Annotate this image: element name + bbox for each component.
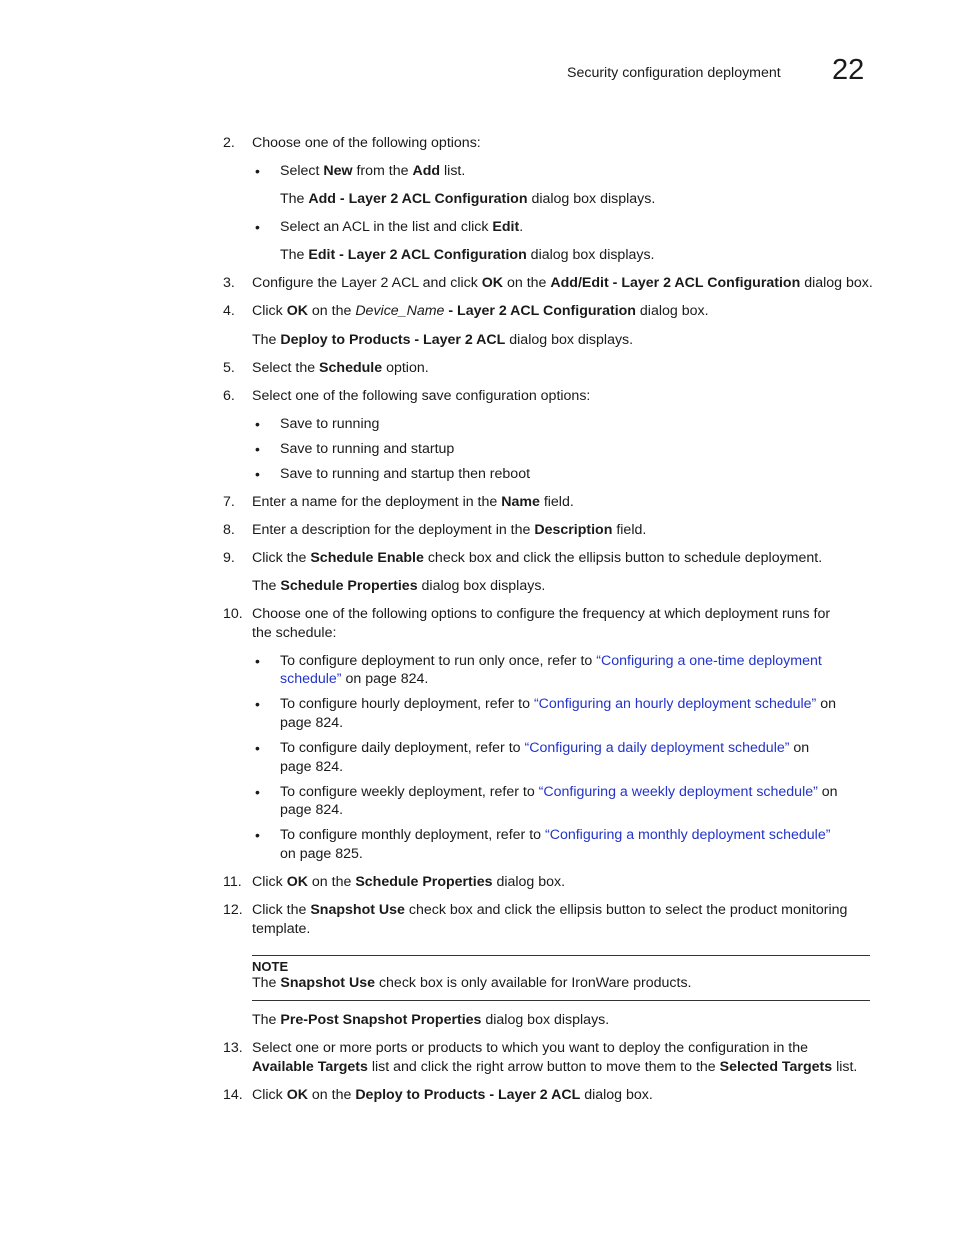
step-text: Click the Schedule Enable check box and click the ellipsis button to schedule deployment.: [252, 550, 823, 566]
step-text: Click the Snapshot Use check box and click the ellipsis button to select the product monitoring: [252, 902, 848, 918]
option-text: page 824.: [280, 802, 344, 818]
option-text: schedule” on page 824.: [280, 671, 429, 687]
step-text: the schedule:: [252, 625, 337, 641]
step-number: 9.: [223, 550, 235, 566]
note-text: The Snapshot Use check box is only available for IronWare products.: [252, 975, 692, 991]
result-text: The Add - Layer 2 ACL Configuration dialog box displays.: [280, 191, 656, 207]
bullet-icon: •: [255, 219, 260, 235]
option-text: page 824.: [280, 715, 344, 731]
bullet-icon: •: [255, 740, 260, 756]
result-text: The Pre-Post Snapshot Properties dialog box displays.: [252, 1012, 610, 1028]
option-text: Select New from the Add list.: [280, 163, 466, 179]
bullet-icon: •: [255, 784, 260, 800]
step-text: Choose one of the following options to configure the frequency at which deployment runs for: [252, 606, 831, 622]
cross-reference-link[interactable]: “Configuring an hourly deployment schedule”: [533, 696, 817, 712]
bullet-icon: •: [255, 696, 260, 712]
option-text: To configure monthly deployment, refer to “Configuring a monthly deployment schedule”: [280, 827, 831, 843]
step-text: Click OK on the Device_Name - Layer 2 ACL Configuration dialog box.: [252, 303, 709, 319]
step-text: Select the Schedule option.: [252, 360, 429, 376]
step-text: Select one or more ports or products to which you want to deploy the configuration in the: [252, 1040, 808, 1056]
step-number: 4.: [223, 303, 235, 319]
bullet-icon: •: [255, 163, 260, 179]
step-text: Configure the Layer 2 ACL and click OK on the Add/Edit - Layer 2 ACL Configuration dialog box.: [252, 275, 873, 291]
option-text: To configure hourly deployment, refer to “Configuring an hourly deployment schedule” on: [280, 696, 837, 712]
step-number: 5.: [223, 360, 235, 376]
option-text: Save to running and startup: [280, 441, 455, 457]
step-number: 12.: [223, 902, 243, 918]
section-title: Security configuration deployment: [567, 65, 781, 81]
step-number: 3.: [223, 275, 235, 291]
note-bottom-rule: [252, 1000, 870, 1001]
step-number: 6.: [223, 388, 235, 404]
cross-reference-link[interactable]: “Configuring a monthly deployment schedule”: [544, 827, 831, 843]
note-heading: NOTE: [252, 959, 289, 974]
option-text: To configure deployment to run only once, refer to “Configuring a one-time deployment: [280, 653, 822, 669]
result-text: The Edit - Layer 2 ACL Configuration dialog box displays.: [280, 247, 655, 263]
step-text: Select one of the following save configuration options:: [252, 388, 591, 404]
cross-reference-link[interactable]: schedule”: [280, 671, 342, 687]
step-number: 2.: [223, 135, 235, 151]
option-text: Save to running and startup then reboot: [280, 466, 531, 482]
step-number: 7.: [223, 494, 235, 510]
cross-reference-link[interactable]: “Configuring a weekly deployment schedule”: [538, 784, 818, 800]
step-number: 8.: [223, 522, 235, 538]
option-text: To configure weekly deployment, refer to “Configuring a weekly deployment schedule” on: [280, 784, 838, 800]
step-text: template.: [252, 921, 311, 937]
step-text: Click OK on the Schedule Properties dialog box.: [252, 874, 566, 890]
option-text: on page 825.: [280, 846, 363, 862]
bullet-icon: •: [255, 653, 260, 669]
note-top-rule: [252, 955, 870, 956]
step-number: 11.: [223, 874, 242, 890]
option-text: Select an ACL in the list and click Edit.: [280, 219, 524, 235]
option-text: To configure daily deployment, refer to “Configuring a daily deployment schedule” on: [280, 740, 810, 756]
step-text: Enter a name for the deployment in the Name field.: [252, 494, 574, 510]
chapter-number: 22: [832, 54, 865, 86]
step-text: Enter a description for the deployment in the Description field.: [252, 522, 647, 538]
step-number: 13.: [223, 1040, 243, 1056]
cross-reference-link[interactable]: “Configuring a daily deployment schedule”: [524, 740, 790, 756]
cross-reference-link[interactable]: “Configuring a one-time deployment: [596, 653, 822, 669]
step-text: Available Targets list and click the right arrow button to move them to the Selected Targets list.: [252, 1059, 858, 1075]
option-text: Save to running: [280, 416, 380, 432]
bullet-icon: •: [255, 416, 260, 432]
bullet-icon: •: [255, 466, 260, 482]
step-text: Choose one of the following options:: [252, 135, 481, 151]
bullet-icon: •: [255, 827, 260, 843]
step-number: 10.: [223, 606, 243, 622]
step-text: Click OK on the Deploy to Products - Layer 2 ACL dialog box.: [252, 1087, 653, 1103]
step-number: 14.: [223, 1087, 243, 1103]
result-text: The Schedule Properties dialog box displays.: [252, 578, 546, 594]
bullet-icon: •: [255, 441, 260, 457]
result-text: The Deploy to Products - Layer 2 ACL dialog box displays.: [252, 332, 634, 348]
option-text: page 824.: [280, 759, 344, 775]
